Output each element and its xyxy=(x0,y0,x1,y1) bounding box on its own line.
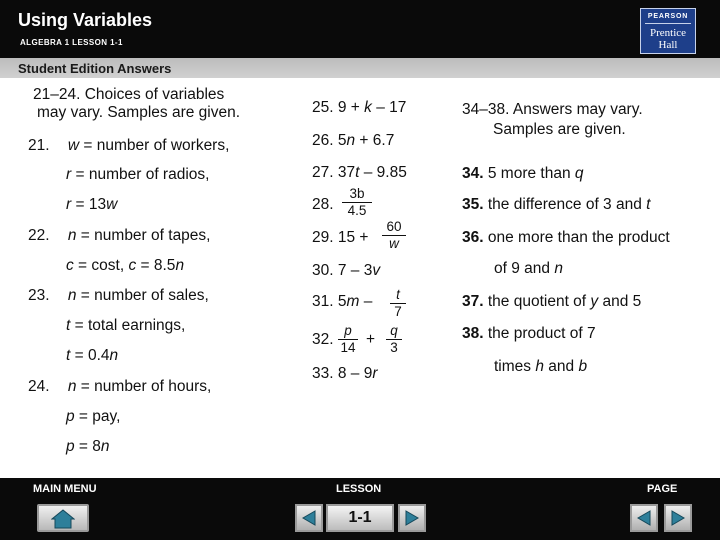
answer-text: = total earnings, xyxy=(70,317,186,334)
answer-25 xyxy=(312,99,406,117)
answer-text: and xyxy=(543,358,579,375)
answer-text: the quotient of xyxy=(483,293,591,310)
answer-26 xyxy=(312,132,394,150)
variable: c xyxy=(128,257,137,274)
answer-text: = number of radios, xyxy=(71,166,210,183)
variable: n xyxy=(67,378,77,395)
answer-number: 34. xyxy=(462,165,484,182)
answer-number: 26. xyxy=(312,132,334,149)
answer-24-line-2 xyxy=(66,408,120,426)
answer-text: and 5 xyxy=(598,293,642,310)
section-bar xyxy=(0,58,720,78)
header-bar xyxy=(0,0,720,58)
variable: p xyxy=(66,408,75,425)
answer-text: the product of 7 xyxy=(483,325,596,342)
answer-number: 25. xyxy=(312,99,334,116)
arrow-left-icon xyxy=(302,510,316,526)
answer-22 xyxy=(28,227,210,245)
fraction-numerator: p xyxy=(344,323,352,338)
logo-divider xyxy=(645,23,691,24)
pearson-logo xyxy=(640,8,696,54)
variable: n xyxy=(109,347,119,364)
variable: w xyxy=(106,196,118,213)
answer-text: 5 xyxy=(333,132,347,149)
previous-lesson-button[interactable] xyxy=(295,504,323,532)
answer-text: = 13 xyxy=(71,196,107,213)
variable: t xyxy=(355,164,360,181)
lesson-label: LESSON xyxy=(336,483,382,495)
answer-33 xyxy=(312,365,378,383)
variable: r xyxy=(66,166,72,183)
answer-number: 33. xyxy=(312,365,334,382)
main-menu-label: MAIN MENU xyxy=(33,483,97,495)
answer-number: 29. xyxy=(312,229,334,246)
answer-number: 35. xyxy=(462,196,484,213)
answer-text: = number of tapes, xyxy=(76,227,211,244)
variable: n xyxy=(67,287,77,304)
logo-line-2: Prentice xyxy=(649,27,687,39)
answer-text: = 8.5 xyxy=(136,257,176,274)
fraction-numerator: t xyxy=(396,287,400,302)
variable: t xyxy=(66,317,71,334)
next-page-button[interactable] xyxy=(664,504,692,532)
variable: n xyxy=(346,132,356,149)
main-menu-button[interactable] xyxy=(37,504,89,532)
answer-text: one more than the product xyxy=(483,229,670,246)
fraction-denominator: 4.5 xyxy=(347,203,367,218)
answer-23 xyxy=(28,287,209,305)
answer-number: 24. xyxy=(28,378,50,395)
variable: y xyxy=(590,293,599,310)
answer-36-line-2 xyxy=(494,260,563,278)
answer-22-line-2 xyxy=(66,257,184,275)
page-title: Using Variables xyxy=(18,10,153,30)
lesson-subtitle: ALGEBRA 1 LESSON 1-1 xyxy=(20,38,123,47)
fraction-numerator: q xyxy=(390,323,398,338)
logo-line-3: Hall xyxy=(658,39,678,51)
fraction-denominator: 14 xyxy=(340,340,356,355)
variable: k xyxy=(364,99,372,116)
fraction-numerator: 3b xyxy=(349,186,365,201)
answer-21 xyxy=(28,137,229,155)
variable: n xyxy=(100,438,110,455)
answer-text: = 0.4 xyxy=(70,347,110,364)
variable: n xyxy=(554,260,563,277)
answer-36 xyxy=(462,229,670,247)
page-label: PAGE xyxy=(647,483,678,495)
answer-23-line-2 xyxy=(66,317,185,335)
footer-bar xyxy=(0,478,720,540)
answer-32-fraction-1 xyxy=(338,324,358,355)
answer-text: = number of hours, xyxy=(76,378,212,395)
answer-35 xyxy=(462,196,650,214)
answer-24 xyxy=(28,378,211,396)
answer-text: = 8 xyxy=(74,438,101,455)
answer-text: = pay, xyxy=(74,408,121,425)
answer-27 xyxy=(312,164,407,182)
answer-number: 30. xyxy=(312,262,334,279)
answer-text: 8 – 9 xyxy=(333,365,373,382)
answer-text: 7 – 3 xyxy=(333,262,373,279)
answer-number: 23. xyxy=(28,287,50,304)
variable: n xyxy=(175,257,185,274)
answer-number: 22. xyxy=(28,227,50,244)
lesson-number-display: 1-1 xyxy=(326,504,394,532)
answer-28-fraction xyxy=(342,187,372,218)
answer-number: 31. xyxy=(312,293,334,310)
answer-text: the difference of 3 and xyxy=(483,196,647,213)
variable: v xyxy=(372,262,381,279)
answer-31-fraction xyxy=(390,288,406,319)
answer-text: 37 xyxy=(333,164,356,181)
answer-28-number: 28. xyxy=(312,196,334,213)
variable: c xyxy=(66,257,74,274)
variable: h xyxy=(535,358,544,375)
answer-text: of 9 and xyxy=(494,260,555,277)
answer-text: times xyxy=(494,358,536,375)
answer-29 xyxy=(312,229,368,247)
logo-line-1: PEARSON xyxy=(647,13,689,20)
answer-30 xyxy=(312,262,380,280)
answer-21-line-2 xyxy=(66,166,209,184)
fraction-denominator: 7 xyxy=(394,304,402,319)
answer-32-number: 32. xyxy=(312,331,334,348)
section-title: Student Edition Answers xyxy=(18,61,172,76)
answer-31 xyxy=(312,293,372,311)
previous-page-button[interactable] xyxy=(630,504,658,532)
answer-text: 5 more than xyxy=(483,165,575,182)
col3-heading-line-1: 34–38. Answers may vary. xyxy=(462,101,643,118)
next-lesson-button[interactable] xyxy=(398,504,426,532)
answer-number: 38. xyxy=(462,325,484,342)
variable: q xyxy=(574,165,584,182)
fraction-numerator: 60 xyxy=(386,219,402,234)
answer-number: 27. xyxy=(312,164,334,181)
answer-text: – 9.85 xyxy=(359,164,407,181)
variable: r xyxy=(66,196,72,213)
variable: w xyxy=(67,137,80,154)
answer-21-line-3 xyxy=(66,196,117,214)
answer-number: 21. xyxy=(28,137,50,154)
answer-text: + 6.7 xyxy=(355,132,395,149)
answer-text: = number of sales, xyxy=(76,287,209,304)
answer-number: 36. xyxy=(462,229,484,246)
variable: b xyxy=(578,358,588,375)
answer-23-line-3 xyxy=(66,347,118,365)
answer-text: = cost, xyxy=(73,257,129,274)
answer-32-plus: + xyxy=(366,331,376,348)
answer-38-line-2 xyxy=(494,358,587,376)
col1-heading-line-1: 21–24. Choices of variables xyxy=(33,86,225,103)
variable: p xyxy=(66,438,75,455)
answer-text: 5 xyxy=(333,293,347,310)
fraction-denominator: w xyxy=(389,236,399,251)
answer-38 xyxy=(462,325,596,343)
answer-37 xyxy=(462,293,641,311)
variable: t xyxy=(66,347,71,364)
answer-34 xyxy=(462,165,584,183)
col1-heading-line-2: may vary. Samples are given. xyxy=(37,104,241,121)
answer-text: = number of workers, xyxy=(79,137,230,154)
variable: n xyxy=(67,227,77,244)
home-icon xyxy=(51,509,75,529)
col3-heading-line-2: Samples are given. xyxy=(493,121,626,138)
arrow-right-icon xyxy=(405,510,419,526)
fraction-denominator: 3 xyxy=(390,340,398,355)
answer-29-fraction xyxy=(382,220,406,251)
answer-24-line-3 xyxy=(66,438,110,456)
answer-number: 37. xyxy=(462,293,484,310)
variable: t xyxy=(646,196,651,213)
answer-text: – xyxy=(359,293,373,310)
variable: r xyxy=(372,365,378,382)
answer-32-fraction-2 xyxy=(386,324,402,355)
variable: m xyxy=(346,293,360,310)
answer-text: – 17 xyxy=(371,99,407,116)
arrow-left-icon xyxy=(637,510,651,526)
arrow-right-icon xyxy=(671,510,685,526)
answer-text: 15 + xyxy=(333,229,369,246)
answer-text: 9 + xyxy=(333,99,365,116)
